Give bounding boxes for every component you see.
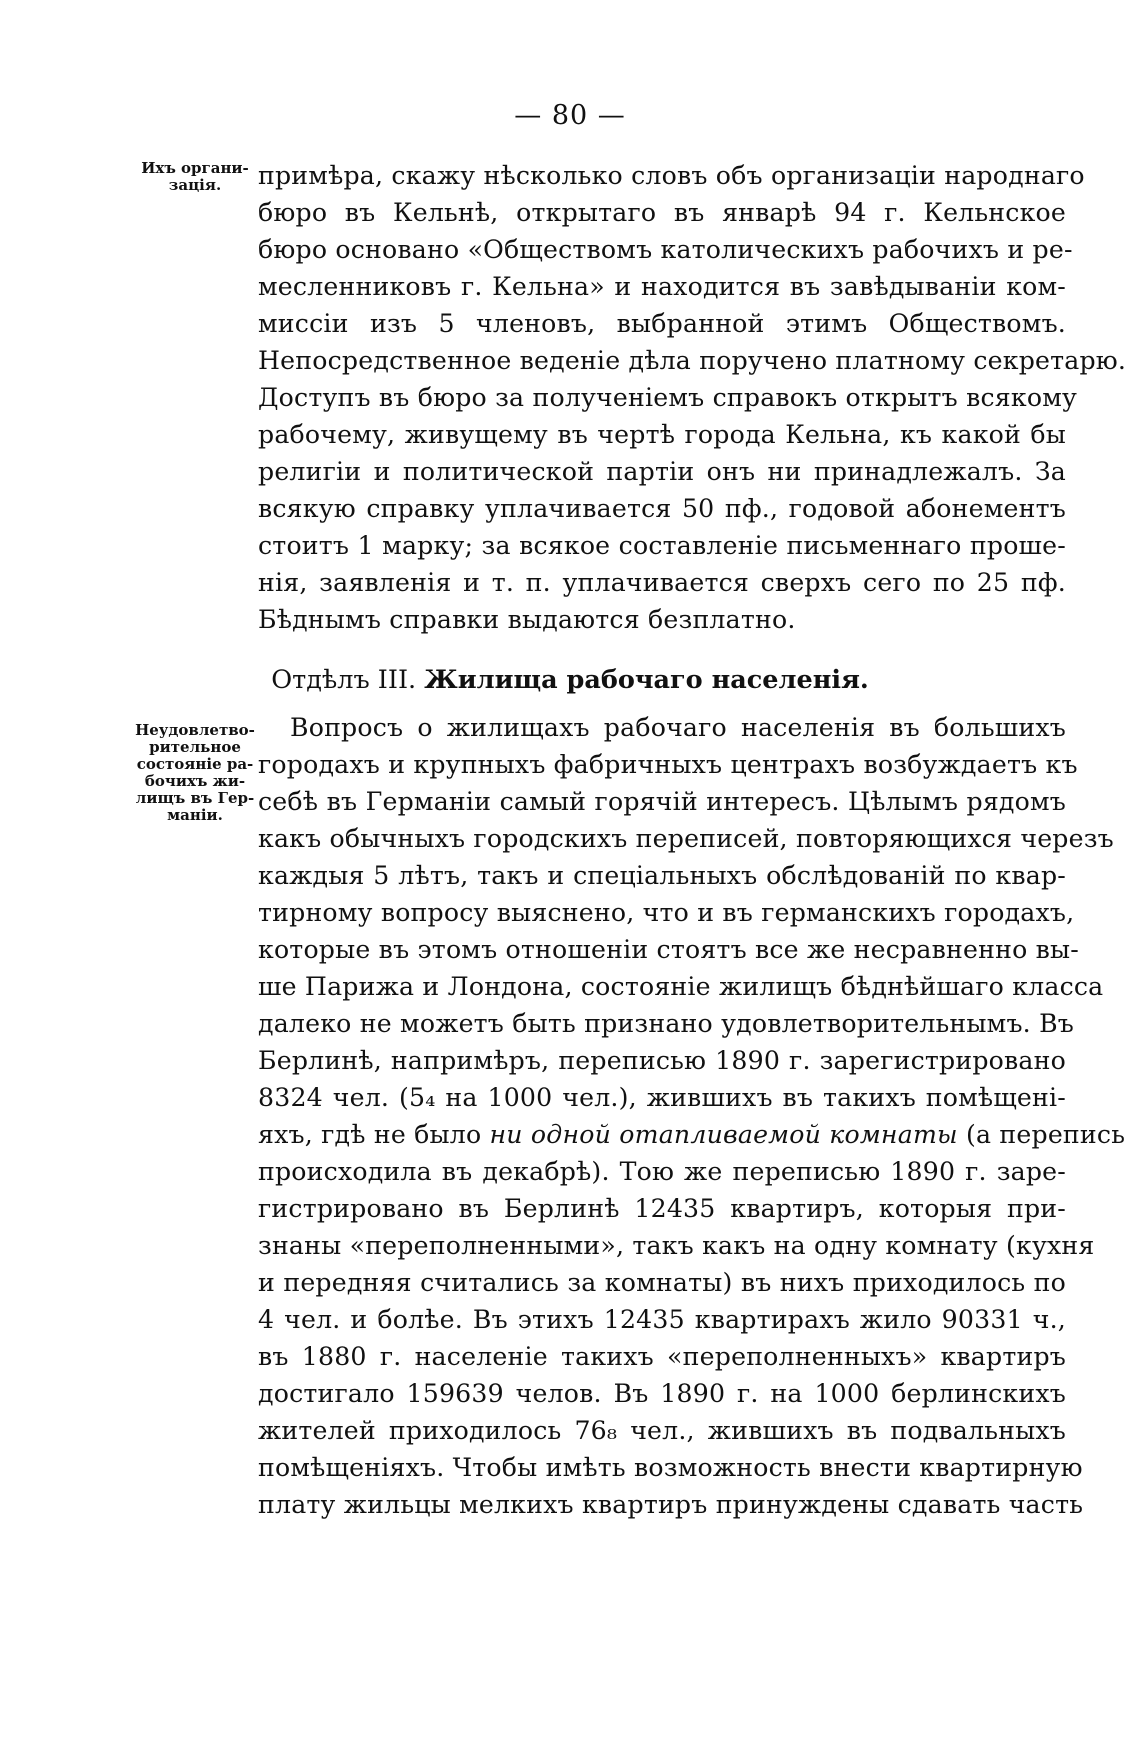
text-line: помѣщеніяхъ. Чтобы имѣть возможность внести квартирную	[258, 1453, 1083, 1482]
page-number: — 80 —	[514, 100, 626, 131]
text-line: знаны «переполненными», такъ какъ на одну комнату (кухня	[258, 1231, 1095, 1260]
text-segment: (а перепись	[957, 1120, 1126, 1149]
marginal-note-housing: Неудовлетво-рительное состояніе ра-бочихъ жи-лищъ въ Гер-маніи.	[135, 721, 255, 824]
text-line: происходила въ декабрѣ). Тою же переписью 1890 г. заре-	[258, 1157, 1066, 1186]
text-line: Бѣднымъ справки выдаются безплатно.	[258, 605, 796, 634]
text-line: городахъ и крупныхъ фабричныхъ центрахъ возбуждаетъ къ	[258, 750, 1078, 779]
text-line: 4 чел. и болѣе. Въ этихъ 12435 квартирахъ жило 90331 ч.,	[258, 1305, 1066, 1334]
text-line: бюро въ Кельнѣ, открытаго въ январѣ 94 г. Кельнское	[258, 198, 1066, 227]
text-line: жителей приходилось 76₈ чел., жившихъ въ подвальныхъ	[258, 1416, 1066, 1445]
paragraph-housing	[258, 709, 1126, 1523]
text-line: далеко не можетъ быть признано удовлетворительнымъ. Въ	[258, 1009, 1075, 1038]
text-line: всякую справку уплачивается 50 пф., годовой абонементъ	[258, 494, 1066, 523]
text-line: которые въ этомъ отношеніи стоятъ все же несравненно вы-	[258, 935, 1079, 964]
section-number: Отдѣлъ III.	[271, 665, 417, 695]
text-line: месленниковъ г. Кельна» и находится въ завѣдываніи ком-	[258, 272, 1066, 301]
text-line: рабочему, живущему въ чертѣ города Кельна, къ какой бы	[258, 420, 1066, 449]
text-line: Вопросъ о жилищахъ рабочаго населенія въ большихъ	[290, 713, 1066, 742]
section-heading	[0, 662, 1140, 699]
section-title: Жилища рабочаго населенія.	[424, 665, 869, 695]
marginal-note-organization: Ихъ органи-зація.	[141, 159, 249, 194]
text-line: себѣ въ Германіи самый горячій интересъ. Цѣлымъ рядомъ	[258, 787, 1066, 816]
text-line: плату жильцы мелкихъ квартиръ принуждены сдавать часть	[258, 1490, 1084, 1519]
text-line-with-italic	[258, 1116, 1126, 1153]
text-line: достигало 159639 челов. Въ 1890 г. на 1000 берлинскихъ	[258, 1379, 1066, 1408]
text-line: нія, заявленія и т. п. уплачивается сверхъ сего по 25 пф.	[258, 568, 1066, 597]
text-line: Берлинѣ, напримѣръ, переписью 1890 г. зарегистрировано	[258, 1046, 1066, 1075]
text-line: Доступъ въ бюро за полученіемъ справокъ открытъ всякому	[258, 383, 1078, 412]
text-line: Непосредственное веденіе дѣла поручено платному секретарю.	[258, 346, 1127, 375]
text-line: въ 1880 г. населеніе такихъ «переполненныхъ» квартиръ	[258, 1342, 1066, 1371]
paragraph-people-bureau	[258, 157, 1127, 638]
text-line: тирному вопросу выяснено, что и въ германскихъ городахъ,	[258, 898, 1075, 927]
text-line: 8324 чел. (5₄ на 1000 чел.), жившихъ въ такихъ помѣщені-	[258, 1083, 1066, 1112]
text-segment: яхъ, гдѣ не было	[258, 1120, 490, 1149]
text-line: какъ обычныхъ городскихъ переписей, повторяющихся черезъ	[258, 824, 1114, 853]
text-line: ше Парижа и Лондона, состояніе жилищъ бѣднѣйшаго класса	[258, 972, 1104, 1001]
text-line: миссіи изъ 5 членовъ, выбранной этимъ Обществомъ.	[258, 309, 1066, 338]
text-line: религіи и политической партіи онъ ни принадлежалъ. За	[258, 457, 1066, 486]
text-line: примѣра, скажу нѣсколько словъ объ организаціи народнаго	[258, 161, 1085, 190]
text-line: и передняя считались за комнаты) въ нихъ приходилось по	[258, 1268, 1066, 1297]
text-line: бюро основано «Обществомъ католическихъ рабочихъ и ре-	[258, 235, 1073, 264]
text-line: каждыя 5 лѣтъ, такъ и спеціальныхъ обслѣдованій по квар-	[258, 861, 1066, 890]
text-line: гистрировано въ Берлинѣ 12435 квартиръ, которыя при-	[258, 1194, 1066, 1223]
italic-phrase: ни одной отапливаемой комнаты	[489, 1120, 958, 1149]
text-line: стоитъ 1 марку; за всякое составленіе письменнаго проше-	[258, 531, 1066, 560]
